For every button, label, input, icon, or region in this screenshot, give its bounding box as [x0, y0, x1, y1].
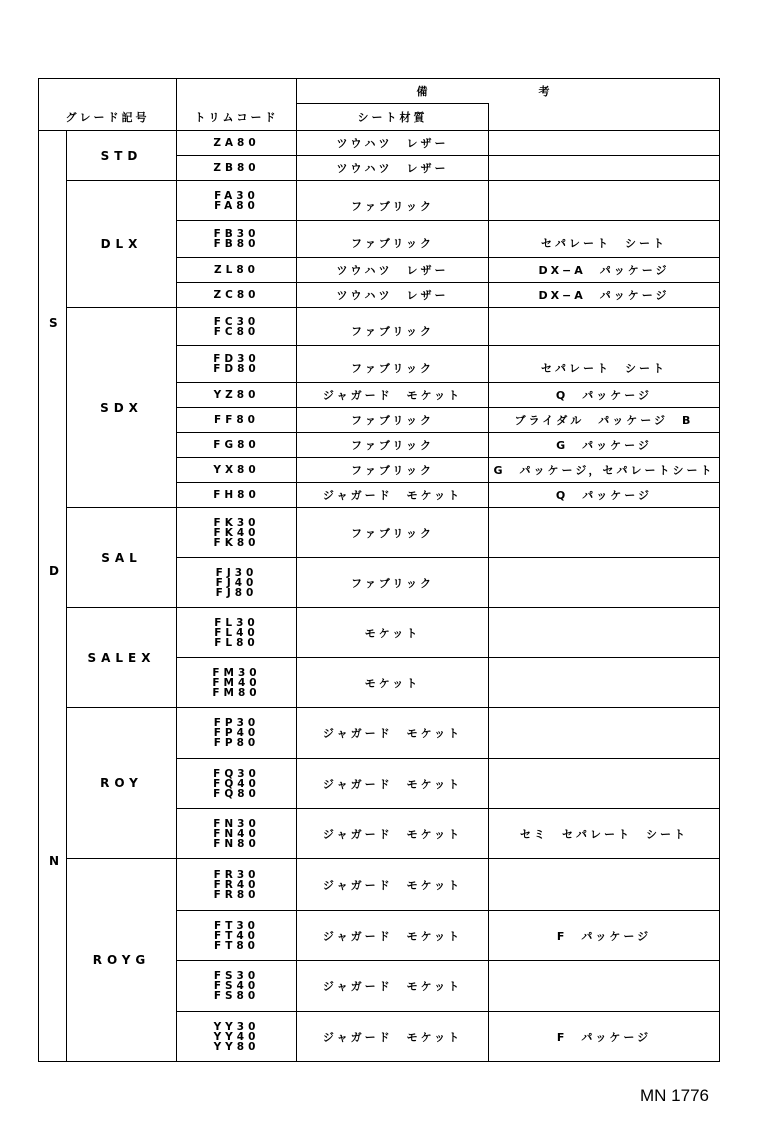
seat-material-cell: ツウハツ レザー — [297, 131, 489, 156]
header-trim-code: トリムコード — [177, 79, 297, 131]
trim-code-cell: FH80 — [177, 483, 297, 508]
grade-cell: SDX — [67, 308, 177, 508]
trim-code-cell: FK30 FK40 FK80 — [177, 508, 297, 558]
remarks-cell — [489, 759, 720, 809]
remarks-cell — [489, 658, 720, 708]
seat-material-cell: ジャガード モケット — [297, 809, 489, 859]
remarks-cell — [489, 558, 720, 608]
remarks-cell — [489, 308, 720, 346]
table-row — [39, 131, 720, 156]
seat-material-cell: ジャガード モケット — [297, 759, 489, 809]
table-row — [39, 508, 720, 558]
seat-material-cell: ジャガード モケット — [297, 1012, 489, 1062]
seat-material-cell: ファブリック — [297, 346, 489, 383]
seat-material-cell: モケット — [297, 608, 489, 658]
header-grade: グレード記号 — [39, 79, 177, 131]
trim-code-cell: ZL80 — [177, 258, 297, 283]
trim-code-table — [38, 78, 720, 1062]
seat-material-cell: ファブリック — [297, 458, 489, 483]
seat-material-cell: ジャガード モケット — [297, 483, 489, 508]
seat-material-cell: ファブリック — [297, 558, 489, 608]
header-remarks: 備 考 — [297, 79, 720, 104]
trim-code-cell: FA30 FA80 — [177, 181, 297, 221]
table-row — [39, 181, 720, 221]
seat-material-cell: ファブリック — [297, 181, 489, 221]
trim-code-cell: YY30 YY40 YY80 — [177, 1012, 297, 1062]
remarks-cell — [489, 508, 720, 558]
grade-cell: SALEX — [67, 608, 177, 708]
seat-material-cell: ツウハツ レザー — [297, 283, 489, 308]
seat-material-cell: ジャガード モケット — [297, 961, 489, 1012]
trim-code-cell: FC30 FC80 — [177, 308, 297, 346]
trim-code-cell: FT30 FT40 FT80 — [177, 911, 297, 961]
trim-code-cell: FB30 FB80 — [177, 221, 297, 258]
trim-code-cell: FD30 FD80 — [177, 346, 297, 383]
trim-code-cell: YX80 — [177, 458, 297, 483]
seat-material-cell: ジャガード モケット — [297, 859, 489, 911]
remarks-cell: F パッケージ — [489, 1012, 720, 1062]
table-row — [39, 608, 720, 658]
grade-cell: STD — [67, 131, 177, 181]
trim-code-cell: ZA80 — [177, 131, 297, 156]
seat-material-cell: ツウハツ レザー — [297, 258, 489, 283]
trim-code-cell: FR30 FR40 FR80 — [177, 859, 297, 911]
remarks-cell: セパレート シート — [489, 346, 720, 383]
trim-code-cell: FG80 — [177, 433, 297, 458]
remarks-cell — [489, 131, 720, 156]
table-row — [39, 708, 720, 759]
trim-code-cell: ZB80 — [177, 156, 297, 181]
remarks-cell: F パッケージ — [489, 911, 720, 961]
remarks-cell: DX−A パッケージ — [489, 283, 720, 308]
remarks-cell: DX−A パッケージ — [489, 258, 720, 283]
remarks-cell: ブライダル パッケージ B — [489, 408, 720, 433]
seat-material-cell: ツウハツ レザー — [297, 156, 489, 181]
series-cell — [39, 131, 67, 1062]
remarks-cell: Q パッケージ — [489, 383, 720, 408]
trim-code-cell: YZ80 — [177, 383, 297, 408]
remarks-cell — [489, 961, 720, 1012]
remarks-cell — [489, 859, 720, 911]
trim-code-cell: FS30 FS40 FS80 — [177, 961, 297, 1012]
trim-code-cell: FL30 FL40 FL80 — [177, 608, 297, 658]
series-letter: S — [49, 316, 61, 330]
seat-material-cell: ファブリック — [297, 508, 489, 558]
remarks-cell: G パッケージ — [489, 433, 720, 458]
seat-material-cell: ジャガード モケット — [297, 911, 489, 961]
trim-code-cell: FN30 FN40 FN80 — [177, 809, 297, 859]
remarks-cell: Q パッケージ — [489, 483, 720, 508]
table-row — [39, 859, 720, 911]
remarks-cell — [489, 156, 720, 181]
remarks-cell: セミ セパレート シート — [489, 809, 720, 859]
trim-code-cell: FJ30 FJ40 FJ80 — [177, 558, 297, 608]
remarks-cell: セパレート シート — [489, 221, 720, 258]
header-remarks-blank — [489, 104, 720, 131]
series-letter: N — [49, 854, 63, 868]
grade-cell: ROYG — [67, 859, 177, 1062]
grade-cell: ROY — [67, 708, 177, 859]
trim-code-cell: FM30 FM40 FM80 — [177, 658, 297, 708]
seat-material-cell: ジャガード モケット — [297, 708, 489, 759]
seat-material-cell: ファブリック — [297, 308, 489, 346]
remarks-cell: G パッケージ，セパレートシート — [489, 458, 720, 483]
table-row — [39, 308, 720, 346]
seat-material-cell: ジャガード モケット — [297, 383, 489, 408]
grade-cell: SAL — [67, 508, 177, 608]
trim-code-cell: ZC80 — [177, 283, 297, 308]
trim-code-cell: FQ30 FQ40 FQ80 — [177, 759, 297, 809]
seat-material-cell: ファブリック — [297, 408, 489, 433]
trim-code-cell: FP30 FP40 FP80 — [177, 708, 297, 759]
seat-material-cell: ファブリック — [297, 221, 489, 258]
seat-material-cell: モケット — [297, 658, 489, 708]
remarks-cell — [489, 181, 720, 221]
header-seat-material: シート材質 — [297, 104, 489, 131]
seat-material-cell: ファブリック — [297, 433, 489, 458]
grade-cell: DLX — [67, 181, 177, 308]
trim-code-cell: FF80 — [177, 408, 297, 433]
series-letter: D — [49, 564, 62, 578]
document-id: MN 1776 — [640, 1086, 709, 1105]
remarks-cell — [489, 708, 720, 759]
remarks-cell — [489, 608, 720, 658]
